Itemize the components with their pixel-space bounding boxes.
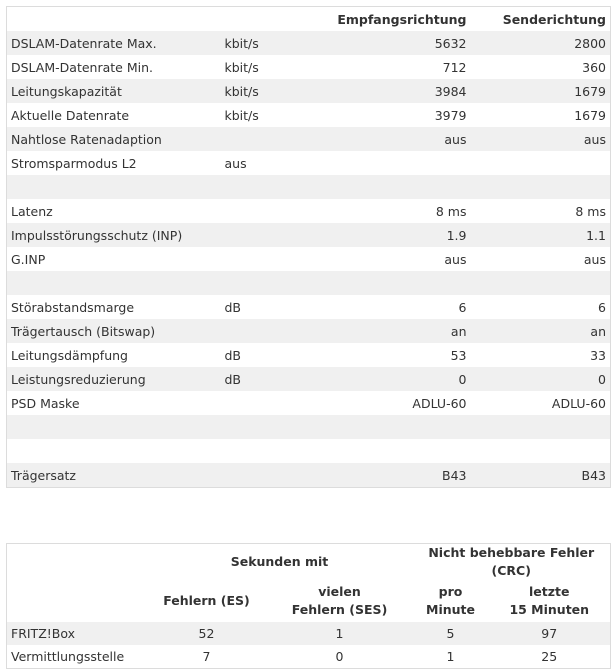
row-label: DSLAM-Datenrate Max. — [7, 31, 221, 55]
row-up: B43 — [471, 463, 611, 488]
row-label: Trägersatz — [7, 463, 221, 488]
row-up — [471, 151, 611, 175]
row-down: an — [331, 319, 471, 343]
row-label: Leitungsdämpfung — [11, 347, 128, 363]
row-down: 5632 — [331, 31, 471, 55]
row-unit — [221, 391, 331, 415]
row-per-minute: 1 — [446, 649, 455, 664]
row-unit: kbit/s — [224, 59, 259, 75]
row-up: aus — [583, 251, 606, 267]
row-up: 2800 — [471, 31, 611, 55]
row-down: 3984 — [331, 79, 471, 103]
row-up: 6 — [598, 299, 606, 315]
row-unit — [221, 319, 331, 343]
row-last-15: 25 — [541, 649, 558, 664]
row-unit: dB — [224, 299, 242, 315]
row-unit: kbit/s — [221, 31, 331, 55]
error-column-header-row — [7, 580, 611, 622]
row-last-15: 97 — [489, 622, 611, 645]
row-label: Impulsstörungsschutz (INP) — [7, 223, 221, 247]
row-unit — [221, 247, 331, 271]
row-down: 1.9 — [331, 223, 471, 247]
es-header: Fehlern (ES) — [163, 593, 250, 608]
error-stats-table — [6, 543, 611, 669]
row-up: 8 ms — [575, 203, 606, 219]
row-up: ADLU-60 — [551, 395, 606, 411]
row-label: Aktuelle Datenrate — [11, 107, 130, 123]
spacer-row — [7, 415, 611, 439]
row-down: 3979 — [434, 107, 467, 123]
ses-header: vielen Fehlern (SES) — [291, 584, 388, 617]
row-down: 712 — [442, 59, 467, 75]
row-up: 0 — [471, 367, 611, 391]
row-per-minute: 5 — [413, 622, 489, 645]
row-down: 6 — [458, 299, 467, 315]
row-unit — [221, 199, 331, 223]
row-unit: dB — [224, 347, 242, 363]
table-row — [7, 367, 611, 391]
row-down: 8 ms — [435, 203, 467, 219]
spacer-row — [7, 439, 611, 463]
row-label: PSD Maske — [11, 395, 80, 411]
per-minute-header: pro Minute — [426, 584, 475, 617]
dsl-info-table — [6, 6, 611, 488]
row-label: Leistungsreduzierung — [7, 367, 221, 391]
row-up: 1.1 — [471, 223, 611, 247]
row-label: Vermittlungsstelle — [11, 649, 125, 664]
row-ses: 0 — [335, 649, 344, 664]
row-up: aus — [471, 127, 611, 151]
row-label: G.INP — [11, 251, 46, 267]
row-down: B43 — [331, 463, 471, 488]
row-label: Störabstandsmarge — [11, 299, 135, 315]
row-label: Trägertausch (Bitswap) — [7, 319, 221, 343]
row-es: 52 — [147, 622, 267, 645]
table-row — [7, 319, 611, 343]
row-down: 0 — [331, 367, 471, 391]
row-unit — [221, 463, 331, 488]
row-unit: kbit/s — [221, 79, 331, 103]
table-row — [7, 31, 611, 55]
row-label: Stromsparmodus L2 — [11, 155, 137, 171]
table-row — [7, 391, 611, 415]
table-row — [7, 247, 611, 271]
row-down: aus — [444, 251, 467, 267]
row-down: 53 — [450, 347, 467, 363]
row-unit: aus — [224, 155, 247, 171]
table-row — [7, 151, 611, 175]
spacer-row — [7, 175, 611, 199]
row-down: aus — [331, 127, 471, 151]
row-es: 7 — [202, 649, 211, 664]
table-row — [7, 127, 611, 151]
table-row — [7, 55, 611, 79]
error-group-header-row — [7, 544, 611, 581]
row-ses: 1 — [267, 622, 413, 645]
row-unit: kbit/s — [224, 107, 259, 123]
row-up: 1679 — [574, 107, 606, 123]
row-label: DSLAM-Datenrate Min. — [11, 59, 153, 75]
upstream-header: Senderichtung — [502, 11, 606, 27]
row-up: 360 — [582, 59, 606, 75]
row-label: Leitungskapazität — [7, 79, 221, 103]
table-row — [7, 79, 611, 103]
row-label: Nahtlose Ratenadaption — [7, 127, 221, 151]
seconds-group-header: Sekunden mit — [230, 554, 329, 569]
last-15-min-header: letzte 15 Minuten — [509, 584, 590, 617]
table-row — [7, 199, 611, 223]
table-row — [7, 622, 611, 645]
row-up: 33 — [590, 347, 606, 363]
row-label: FRITZ!Box — [7, 622, 147, 645]
row-up: an — [471, 319, 611, 343]
table-row — [7, 343, 611, 367]
row-unit — [221, 223, 331, 247]
table-row — [7, 223, 611, 247]
row-up: 1679 — [471, 79, 611, 103]
downstream-header: Empfangsrichtung — [337, 11, 467, 27]
row-label: Latenz — [11, 203, 53, 219]
table-row — [7, 295, 611, 319]
row-unit: dB — [221, 367, 331, 391]
table-row — [7, 463, 611, 488]
crc-group-header: Nicht behebbare Fehler (CRC) — [428, 545, 595, 578]
table-row — [7, 103, 611, 127]
row-down — [331, 151, 471, 175]
spacer-row — [7, 271, 611, 295]
dsl-header-row — [7, 7, 611, 32]
row-down: ADLU-60 — [412, 395, 467, 411]
table-row — [7, 645, 611, 669]
row-unit — [221, 127, 331, 151]
